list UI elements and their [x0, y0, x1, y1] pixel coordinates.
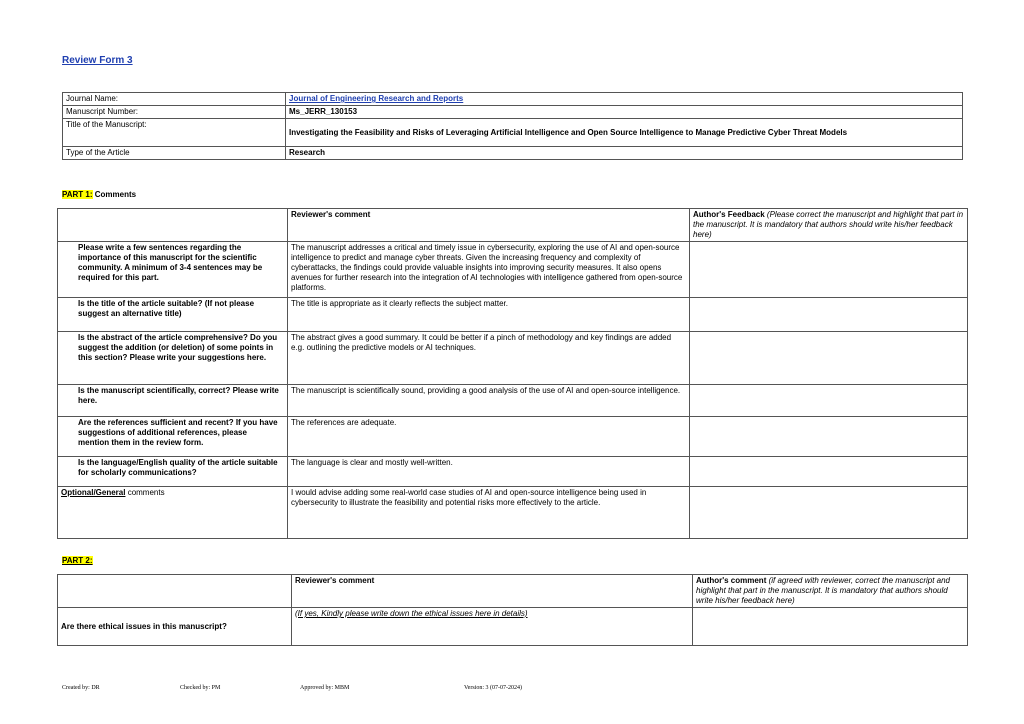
answer-references: The references are adequate. — [288, 417, 690, 457]
journal-label: Journal Name: — [63, 93, 286, 106]
ethical-author-comment[interactable] — [693, 608, 968, 646]
author-feedback-importance[interactable] — [690, 242, 968, 298]
part2-author-header: Author's comment (if agreed with reviewer, correct the manuscript and highlight that part in the manuscript. It is mandatory that authors should write his/her feedback here) — [693, 575, 968, 608]
part2-label: PART 2: — [62, 556, 93, 565]
ethical-answer-hint: (If yes, Kindly please write down the ethical issues here in details) — [295, 609, 528, 618]
manuscript-title-value: Investigating the Feasibility and Risks of Leveraging Artificial Intelligence and Open Source Intelligence to Manage Predictive Cyber Threat Models — [286, 119, 963, 147]
author-feedback-references[interactable] — [690, 417, 968, 457]
part1-table — [57, 208, 968, 539]
ethical-question: Are there ethical issues in this manuscript? — [58, 608, 292, 646]
answer-title: The title is appropriate as it clearly reflects the subject matter. — [288, 298, 690, 332]
part2-heading — [62, 556, 93, 566]
manuscript-title-label: Title of the Manuscript: — [63, 119, 286, 147]
footer-created: Created by: DR — [62, 685, 100, 691]
reviewer-comment-header: Reviewer's comment — [288, 209, 690, 242]
optional-comments-answer: I would advise adding some real-world case studies of AI and open-source intelligence being used in cybersecurity to illustrate the feasibility and potential risks more effectively to the article. — [288, 487, 690, 539]
author-feedback-abstract[interactable] — [690, 332, 968, 385]
footer-version: Version: 3 (07-07-2024) — [464, 685, 522, 691]
question-abstract: Is the abstract of the article comprehensive? Do you suggest the addition (or deletion) of some points in this section? Please write your suggestions here. — [58, 332, 288, 385]
answer-scientific: The manuscript is scientifically sound, providing a good analysis of the use of AI and open-source intelligence. — [288, 385, 690, 417]
question-scientific: Is the manuscript scientifically, correct? Please write here. — [58, 385, 288, 417]
answer-abstract: The abstract gives a good summary. It could be better if a pinch of methodology and key findings are added e.g. outlining the predictive models or AI techniques. — [288, 332, 690, 385]
author-feedback-language[interactable] — [690, 457, 968, 487]
author-feedback-scientific[interactable] — [690, 385, 968, 417]
question-title: Is the title of the article suitable? (If not please suggest an alternative title) — [58, 298, 288, 332]
form-title: Review Form 3 — [62, 55, 133, 66]
optional-comments-label: Optional/General comments — [58, 487, 288, 539]
ethical-answer[interactable] — [292, 608, 693, 646]
part2-table — [57, 574, 968, 646]
article-type-label: Type of the Article — [63, 147, 286, 160]
footer-approved: Approved by: MBM — [300, 685, 350, 691]
manuscript-info-table — [62, 92, 963, 160]
question-importance: Please write a few sentences regarding the importance of this manuscript for the scientific community. A minimum of 3-4 sentences may be required for this part. — [58, 242, 288, 298]
journal-link[interactable]: Journal of Engineering Research and Reports — [289, 94, 464, 103]
part2-reviewer-header: Reviewer's comment — [292, 575, 693, 608]
part1-label: PART 1: — [62, 190, 93, 199]
question-language: Is the language/English quality of the article suitable for scholarly communications? — [58, 457, 288, 487]
answer-importance: The manuscript addresses a critical and timely issue in cybersecurity, exploring the use of AI and open-source intelligence to predict and manage cyber threats. Given the increasing frequency and complexity of cyberattacks, the findings could provide valuable insights into improving security measures. It also opens avenues for further research into the integration of AI technologies with intelligence gathered from open-source platforms. — [288, 242, 690, 298]
question-references: Are the references sufficient and recent? If you have suggestions of additional references, please mention them in the review form. — [58, 417, 288, 457]
answer-language: The language is clear and mostly well-written. — [288, 457, 690, 487]
footer-checked: Checked by: PM — [180, 685, 221, 691]
manuscript-number-label: Manuscript Number: — [63, 106, 286, 119]
author-feedback-title[interactable] — [690, 298, 968, 332]
manuscript-number-value: Ms_JERR_130153 — [286, 106, 963, 119]
part1-heading: PART 1: Comments — [62, 190, 137, 199]
author-feedback-optional[interactable] — [690, 487, 968, 539]
author-feedback-header: Author's Feedback (Please correct the manuscript and highlight that part in the manuscript. It is mandatory that authors should write his/her feedback here) — [690, 209, 968, 242]
article-type-value: Research — [286, 147, 963, 160]
